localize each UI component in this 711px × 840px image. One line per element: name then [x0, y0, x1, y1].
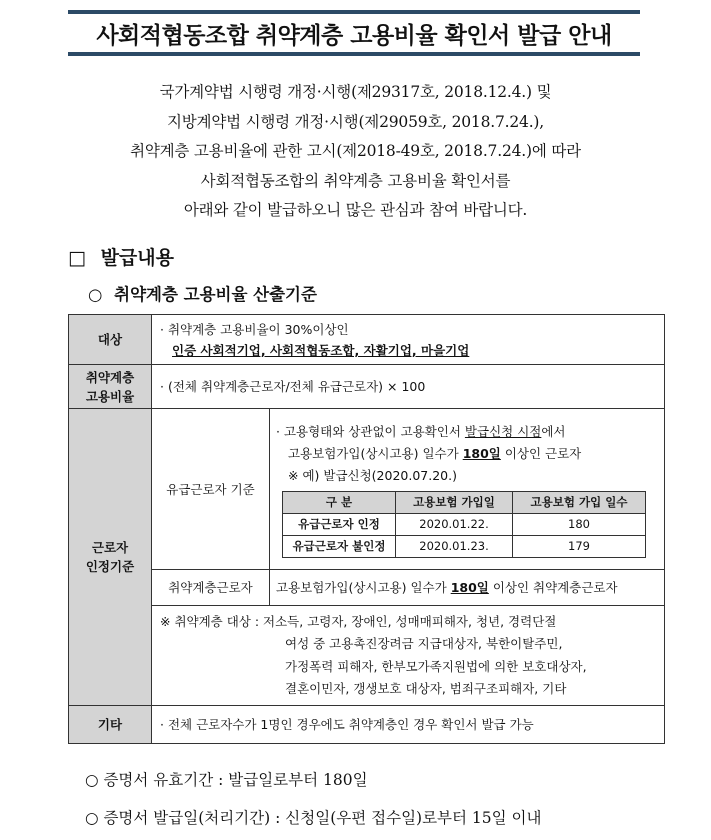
subsection-bullet: ○: [88, 285, 103, 304]
footer-validity: ○ 증명서 유효기간 : 발급일로부터 180일: [85, 771, 368, 789]
target-content: [152, 315, 665, 365]
example-header-row: [283, 491, 646, 513]
label-ratio: [69, 365, 152, 409]
vulnerable-content: [270, 570, 665, 606]
subsection-heading: [88, 281, 317, 305]
table-row-etc: [69, 706, 665, 744]
vulnerable-days: 180일: [450, 580, 489, 595]
vulnerable-note: [152, 606, 665, 706]
table-row-note: [69, 606, 665, 706]
paid-line2-text: 고용보험가입(상시고용) 일수가: [288, 445, 463, 461]
label-worker-line1: 근로자: [91, 540, 129, 555]
intro-line: 사회적협동조합의 취약계층 고용비율 확인서를: [200, 171, 511, 190]
paid-line1: [276, 421, 658, 443]
example-cell: 유급근로자 불인정: [283, 535, 396, 557]
label-worker: [69, 409, 152, 706]
label-ratio-line1: 취약계층: [85, 369, 135, 385]
paid-line2-end: 이상인 근로자: [500, 445, 582, 461]
note-line: ※ 취약계층 대상 : 저소득, 고령자, 장애인, 성매매피해자, 청년, 경력단절: [160, 613, 557, 629]
example-cell: 2020.01.22.: [396, 513, 513, 535]
example-row: [283, 535, 646, 557]
intro-line: 아래와 같이 발급하오니 많은 관심과 참여 바랍니다.: [183, 201, 528, 219]
note-line: 가정폭력 피해자, 한부모가족지원법에 의한 보호대상자,: [285, 658, 587, 674]
label-worker-line2: 인정기준: [85, 559, 135, 574]
paid-line1-text: · 고용형태와 상관없이 고용확인서: [276, 423, 465, 439]
section-title: 발급내용: [100, 247, 174, 269]
example-row: [283, 513, 646, 535]
example-cell: 180: [513, 513, 646, 535]
paid-line2: [288, 443, 658, 465]
table-row-paid-worker: [69, 409, 665, 570]
paid-line1-end: 에서: [541, 423, 566, 439]
example-cell: 2020.01.23.: [396, 535, 513, 557]
label-ratio-line2: 고용비율: [85, 388, 135, 404]
etc-content: · 전체 근로자수가 1명인 경우에도 취약계층인 경우 확인서 발급 가능: [152, 706, 665, 744]
paid-line1-underline: 발급신청 시점: [464, 423, 542, 439]
intro-line: 지방계약법 시행령 개정·시행(제29059호, 2018.7.24.),: [167, 112, 544, 131]
label-vulnerable-worker: 취약계층근로자: [152, 570, 270, 606]
paid-worker-content: [270, 409, 665, 570]
label-paid-worker: 유급근로자 기준: [152, 409, 270, 570]
footer-issue-period: ○ 증명서 발급일(처리기간) : 신청일(우편 접수일)로부터 15일 이내: [85, 809, 542, 827]
vulnerable-text: 고용보험가입(상시고용) 일수가: [276, 580, 451, 595]
label-target: 대상: [69, 315, 152, 365]
example-table: [282, 491, 646, 558]
intro-paragraph: [0, 78, 711, 226]
example-header: 구 분: [283, 491, 396, 513]
note-line: 여성 중 고용촉진장려금 지급대상자, 북한이탈주민,: [285, 636, 563, 651]
target-line1: · 취약계층 고용비율이 30%이상인: [160, 321, 349, 337]
ratio-formula: · (전체 취약계층근로자/전체 유급근로자) × 100: [152, 365, 665, 409]
label-etc: 기타: [69, 706, 152, 744]
note-line: 결혼이민자, 갱생보호 대상자, 범죄구조피해자, 기타: [285, 681, 567, 696]
title-banner: [68, 10, 640, 56]
criteria-table: [68, 314, 665, 744]
paid-example: ※ 예) 발급신청(2020.07.20.): [288, 467, 457, 483]
table-row-ratio: [69, 365, 665, 409]
section-heading: [68, 243, 174, 270]
example-cell: 179: [513, 535, 646, 557]
intro-line: 취약계층 고용비율에 관한 고시(제2018-49호, 2018.7.24.)에 따라: [130, 142, 581, 160]
example-header: 고용보험 가입 일수: [513, 491, 646, 513]
section-bullet: □: [68, 247, 86, 269]
target-line2: 인증 사회적기업, 사회적협동조합, 자활기업, 마을기업: [172, 342, 470, 358]
subsection-title: 취약계층 고용비율 산출기준: [114, 285, 317, 304]
table-row-target: [69, 315, 665, 365]
vulnerable-text-end: 이상인 취약계층근로자: [488, 580, 618, 595]
example-header: 고용보험 가입일: [396, 491, 513, 513]
table-row-vulnerable-worker: [69, 570, 665, 606]
example-cell: 유급근로자 인정: [283, 513, 396, 535]
intro-line: 국가계약법 시행령 개정·시행(제29317호, 2018.12.4.) 및: [159, 83, 552, 101]
page-title: 사회적협동조합 취약계층 고용비율 확인서 발급 안내: [96, 22, 612, 49]
paid-line2-days: 180일: [462, 445, 501, 461]
